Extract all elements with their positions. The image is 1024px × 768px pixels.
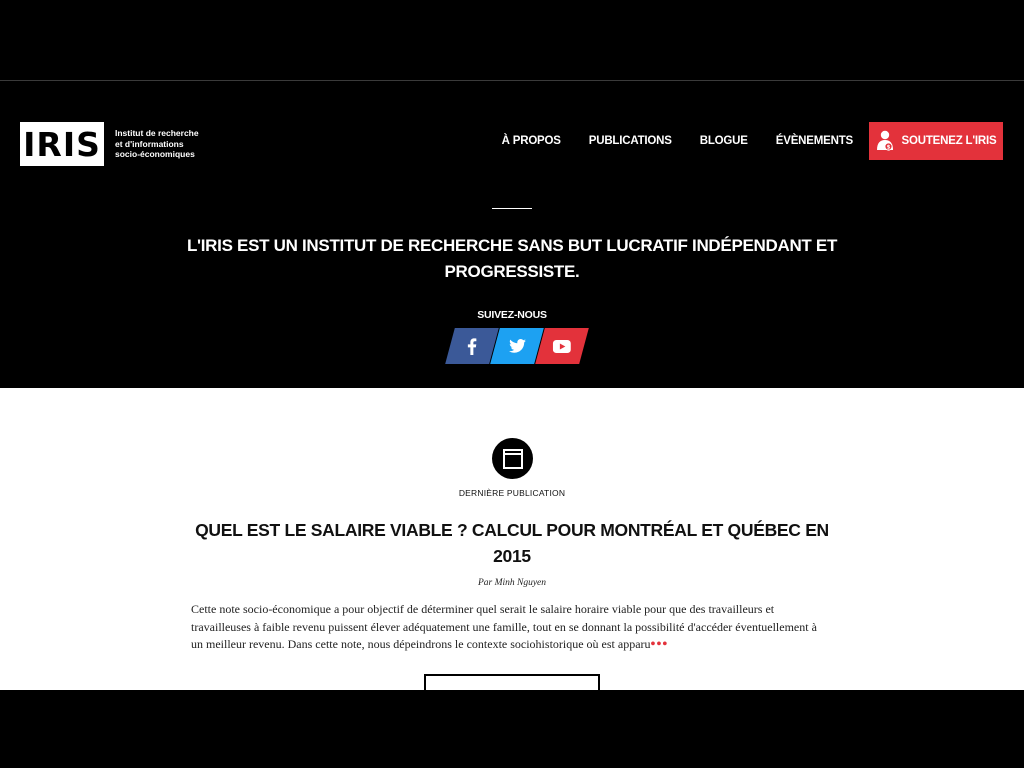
nav-item-blogue[interactable]: BLOGUE [699,135,748,147]
site-logo[interactable] [20,122,210,166]
social-links [450,328,585,364]
hero-divider [492,208,532,209]
publication-icon [492,438,533,479]
follow-label: SUIVEZ-NOUS [477,309,547,321]
top-black-bar [0,0,1024,81]
nav-item-a-propos[interactable]: À PROPOS [501,135,561,147]
publication-excerpt-text: Cette note socio-économique a pour objectif de déterminer quel serait le salaire horaire viable pour que des travailleurs et travailleuses à faible revenu puissent élever adéquatement une famille, tout en se donnant la possibilité d'accéder éventuellement à un meilleur revenu. Dans cette note, nous dépeindrons le contexte sociohistorique où est apparu [191,602,817,651]
main-nav [474,122,1003,160]
support-button[interactable] [869,122,1003,160]
svg-text:$: $ [886,144,890,151]
site-header [0,81,1024,388]
logo-subtitle-line: Institut de recherche [115,128,199,139]
logo-subtitle-line: et d'informations [115,138,184,149]
read-more-dots[interactable]: ••• [650,637,669,652]
latest-publication-label: DERNIÈRE PUBLICATION [458,488,566,498]
publication-title[interactable]: QUEL EST LE SALAIRE VIABLE ? CALCUL POUR MONTRÉAL ET QUÉBEC EN 2015 [195,520,829,566]
logo-mark: IRIS [20,122,104,166]
support-button-label: SOUTENEZ L'IRIS [901,135,997,147]
youtube-icon [553,340,571,353]
donor-icon [876,130,894,152]
bottom-black-bar [0,690,1024,768]
logo-subtitle-line: socio-économiques [115,149,195,160]
youtube-link[interactable] [535,328,589,364]
twitter-icon [509,339,526,353]
hero-tagline: L'IRIS EST UN INSTITUT DE RECHERCHE SANS BUT LUCRATIF INDÉPENDANT ET PROGRESSISTE. [186,236,838,281]
publication-excerpt [191,601,825,654]
facebook-icon [467,338,477,355]
logo-subtitle [115,128,210,160]
nav-item-publications[interactable]: PUBLICATIONS [588,135,672,147]
latest-publication-section [0,388,1024,690]
nav-item-evenements[interactable]: ÉVÈNEMENTS [775,135,853,147]
publication-author: Par Minh Nguyen [477,578,547,588]
